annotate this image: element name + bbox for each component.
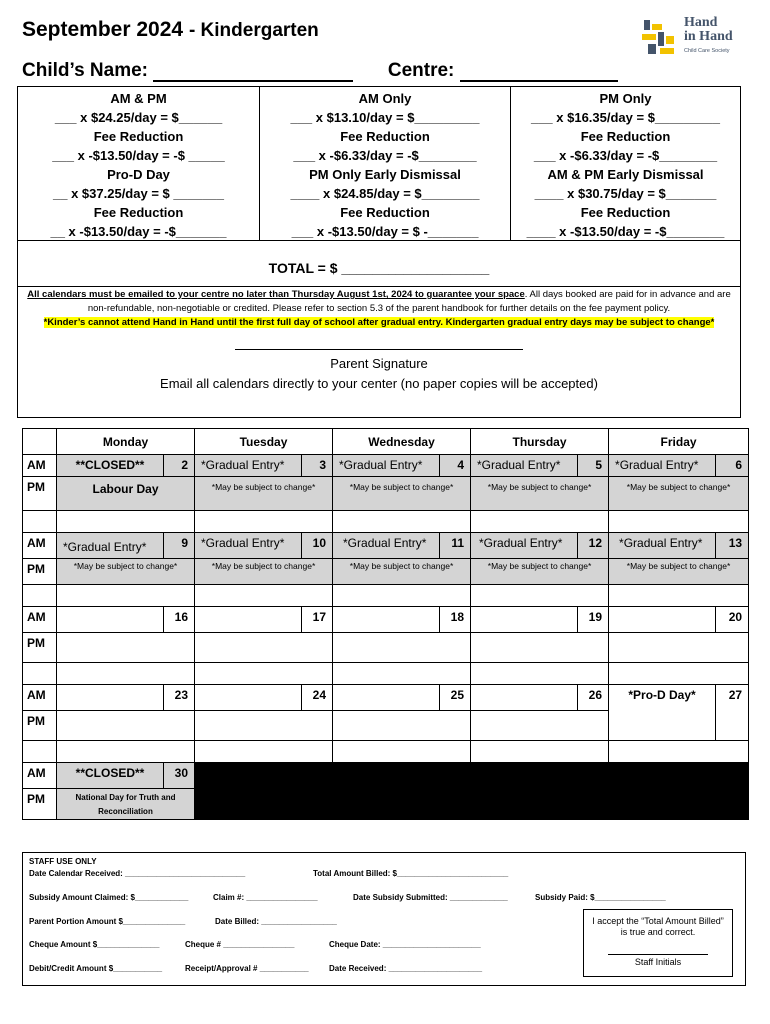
claim-number-field[interactable]: Claim #: ________________: [213, 893, 318, 902]
am-label: AM: [23, 455, 57, 477]
date-number: 11: [451, 536, 465, 550]
pm-label: PM: [23, 789, 57, 820]
hand-in-hand-logo: [640, 14, 740, 64]
logo-text: Hand in Hand: [684, 15, 733, 44]
day-header-friday: Friday: [609, 429, 749, 455]
fee-row: [18, 87, 740, 241]
am-label: AM: [23, 763, 57, 789]
am-label: AM: [23, 533, 57, 559]
date-number: 5: [595, 458, 603, 472]
subject-to-change-cell: *May be subject to change*: [471, 477, 609, 511]
am-label: AM: [23, 685, 57, 711]
cheque-amount-field[interactable]: Cheque Amount $______________: [29, 940, 160, 949]
signature-block: [18, 349, 740, 391]
signature-label: Parent Signature: [330, 356, 428, 371]
child-name-field[interactable]: [153, 80, 353, 82]
title-program: - Kindergarten: [188, 20, 319, 41]
date-received-field[interactable]: Date Calendar Received: ___________________________: [29, 869, 246, 878]
day-header-monday: Monday: [57, 429, 195, 455]
cheque-date-field[interactable]: Cheque Date: ______________________: [329, 940, 481, 949]
staff-title: STAFF USE ONLY: [29, 857, 97, 866]
gradual-entry-cell: *Gradual Entry*: [57, 533, 164, 559]
gradual-entry-note: *Kinder’s cannot attend Hand in Hand until the first full day of school after gradual entry. Kindergarten gradual entry days may be subject to change*: [43, 317, 715, 328]
labour-day-cell: Labour Day: [57, 477, 195, 511]
signature-line[interactable]: [235, 349, 523, 350]
pro-d-day-cell: *Pro-D Day*: [609, 685, 716, 741]
subject-to-change-cell: *May be subject to change*: [195, 559, 333, 585]
deadline-note: All calendars must be emailed to your centre no later than Thursday August 1st, 2024 to guarantee your space: [27, 289, 525, 300]
date-number: 9: [181, 536, 188, 550]
centre-label: Centre:: [387, 60, 455, 81]
day-header-wednesday: Wednesday: [333, 429, 471, 455]
accept-text: I accept the “Total Amount Billed” is true and correct.: [592, 916, 724, 937]
am-label: AM: [23, 607, 57, 633]
subject-to-change-cell: *May be subject to change*: [609, 559, 749, 585]
gradual-entry-cell: *Gradual Entry*: [333, 533, 440, 559]
parent-portion-field[interactable]: Parent Portion Amount $______________: [29, 917, 186, 926]
staff-initials-label: Staff Initials: [634, 957, 682, 967]
gradual-entry-cell: *Gradual Entry*: [471, 455, 578, 477]
date-number: 12: [588, 536, 603, 550]
date-number: 26: [588, 688, 603, 702]
cheque-number-field[interactable]: Cheque # ________________: [185, 940, 295, 949]
date-number: 10: [312, 536, 327, 550]
fee-col-am-only: AM Only ___ x $13.10/day = $_________ Fee Reduction ___ x -$6.33/day = -$________ PM Only Early Dismissal ____ x $24.85/day = $________ Fee Reduction ___ x -$13.50/day = $ -_______: [260, 87, 511, 240]
date-number: 17: [312, 610, 327, 624]
date-billed-field[interactable]: Date Billed: _________________: [215, 917, 337, 926]
date-number: 25: [450, 688, 465, 702]
subject-to-change-cell: *May be subject to change*: [57, 559, 195, 585]
calendar-table: [22, 428, 749, 820]
date-number: 30: [174, 766, 188, 780]
subsidy-paid-field[interactable]: Subsidy Paid: $________________: [535, 893, 666, 902]
gradual-entry-cell: *Gradual Entry*: [471, 533, 578, 559]
day-header-thursday: Thursday: [471, 429, 609, 455]
subject-to-change-cell: *May be subject to change*: [609, 477, 749, 511]
date-number: 27: [728, 688, 743, 702]
subject-to-change-cell: *May be subject to change*: [195, 477, 333, 511]
total-field[interactable]: TOTAL = $ ___________________: [18, 241, 740, 287]
policy-notes: [18, 287, 740, 330]
closed-cell: **CLOSED**: [57, 455, 164, 477]
subject-to-change-cell: *May be subject to change*: [333, 559, 471, 585]
date-number: 13: [728, 536, 743, 550]
staff-use-box: [22, 852, 746, 986]
gradual-entry-cell: *Gradual Entry*: [195, 533, 302, 559]
date-number: 23: [174, 688, 188, 702]
subsidy-submitted-field[interactable]: Date Subsidy Submitted: _____________: [353, 893, 508, 902]
day-header-tuesday: Tuesday: [195, 429, 333, 455]
title-month: September 2024: [22, 18, 184, 41]
page-title: [22, 18, 319, 42]
receipt-approval-field[interactable]: Receipt/Approval # ___________: [185, 964, 309, 973]
date-number: 18: [450, 610, 465, 624]
closed-cell: **CLOSED**: [57, 763, 164, 789]
payment-note: . All days booked are paid for in advance and are non-refundable, non-negotiable or credited. Please refer to section 5.3 of the parent handbook for further details on the fee payment policy.: [87, 289, 731, 314]
date-received-2-field[interactable]: Date Received: _____________________: [329, 964, 483, 973]
fee-box: [17, 86, 741, 418]
subsidy-claimed-field[interactable]: Subsidy Amount Claimed: $____________: [29, 893, 189, 902]
date-number: 16: [174, 610, 188, 624]
pm-label: PM: [23, 477, 57, 511]
date-number: 20: [728, 610, 743, 624]
gradual-entry-cell: *Gradual Entry*: [195, 455, 302, 477]
total-billed-field[interactable]: Total Amount Billed: $_________________________: [313, 869, 509, 878]
date-number: 2: [181, 458, 188, 472]
gradual-entry-cell: *Gradual Entry*: [333, 455, 440, 477]
email-instruction: Email all calendars directly to your center (no paper copies will be accepted): [160, 376, 598, 391]
centre-field[interactable]: [460, 80, 618, 82]
logo-mark-icon: [640, 18, 678, 60]
gradual-entry-cell: *Gradual Entry*: [609, 455, 716, 477]
pm-label: PM: [23, 559, 57, 585]
fee-col-pm-only: PM Only ___ x $16.35/day = $_________ Fee Reduction ___ x -$6.33/day = -$________ AM & PM Early Dismissal ____ x $30.75/day = $_______ Fee Reduction ____ x -$13.50/day = -$________: [526, 91, 725, 239]
name-centre-line: [22, 60, 618, 82]
staff-accept-box: [583, 909, 733, 977]
fee-col-am-pm: AM & PM ___ x $24.25/day = $______ Fee Reduction ___ x -$13.50/day = -$ _____ Pro-D Day __ x $37.25/day = $ _______ Fee Reduction __ x -$13.50/day = -$_______: [18, 87, 260, 240]
pm-label: PM: [23, 711, 57, 741]
date-number: 4: [457, 458, 465, 472]
debit-credit-field[interactable]: Debit/Credit Amount $___________: [29, 964, 163, 973]
subject-to-change-cell: *May be subject to change*: [333, 477, 471, 511]
date-number: 19: [588, 610, 603, 624]
pm-label: PM: [23, 633, 57, 663]
truth-reconciliation-cell: National Day for Truth and Reconciliation: [57, 789, 195, 820]
initials-line[interactable]: [608, 954, 708, 955]
date-number: 3: [319, 458, 327, 472]
gradual-entry-cell: *Gradual Entry*: [609, 533, 716, 559]
logo-tagline: Child Care Society: [684, 48, 730, 54]
child-name-label: Child’s Name:: [22, 60, 148, 81]
date-number: 6: [735, 458, 743, 472]
subject-to-change-cell: *May be subject to change*: [471, 559, 609, 585]
date-number: 24: [312, 688, 327, 702]
